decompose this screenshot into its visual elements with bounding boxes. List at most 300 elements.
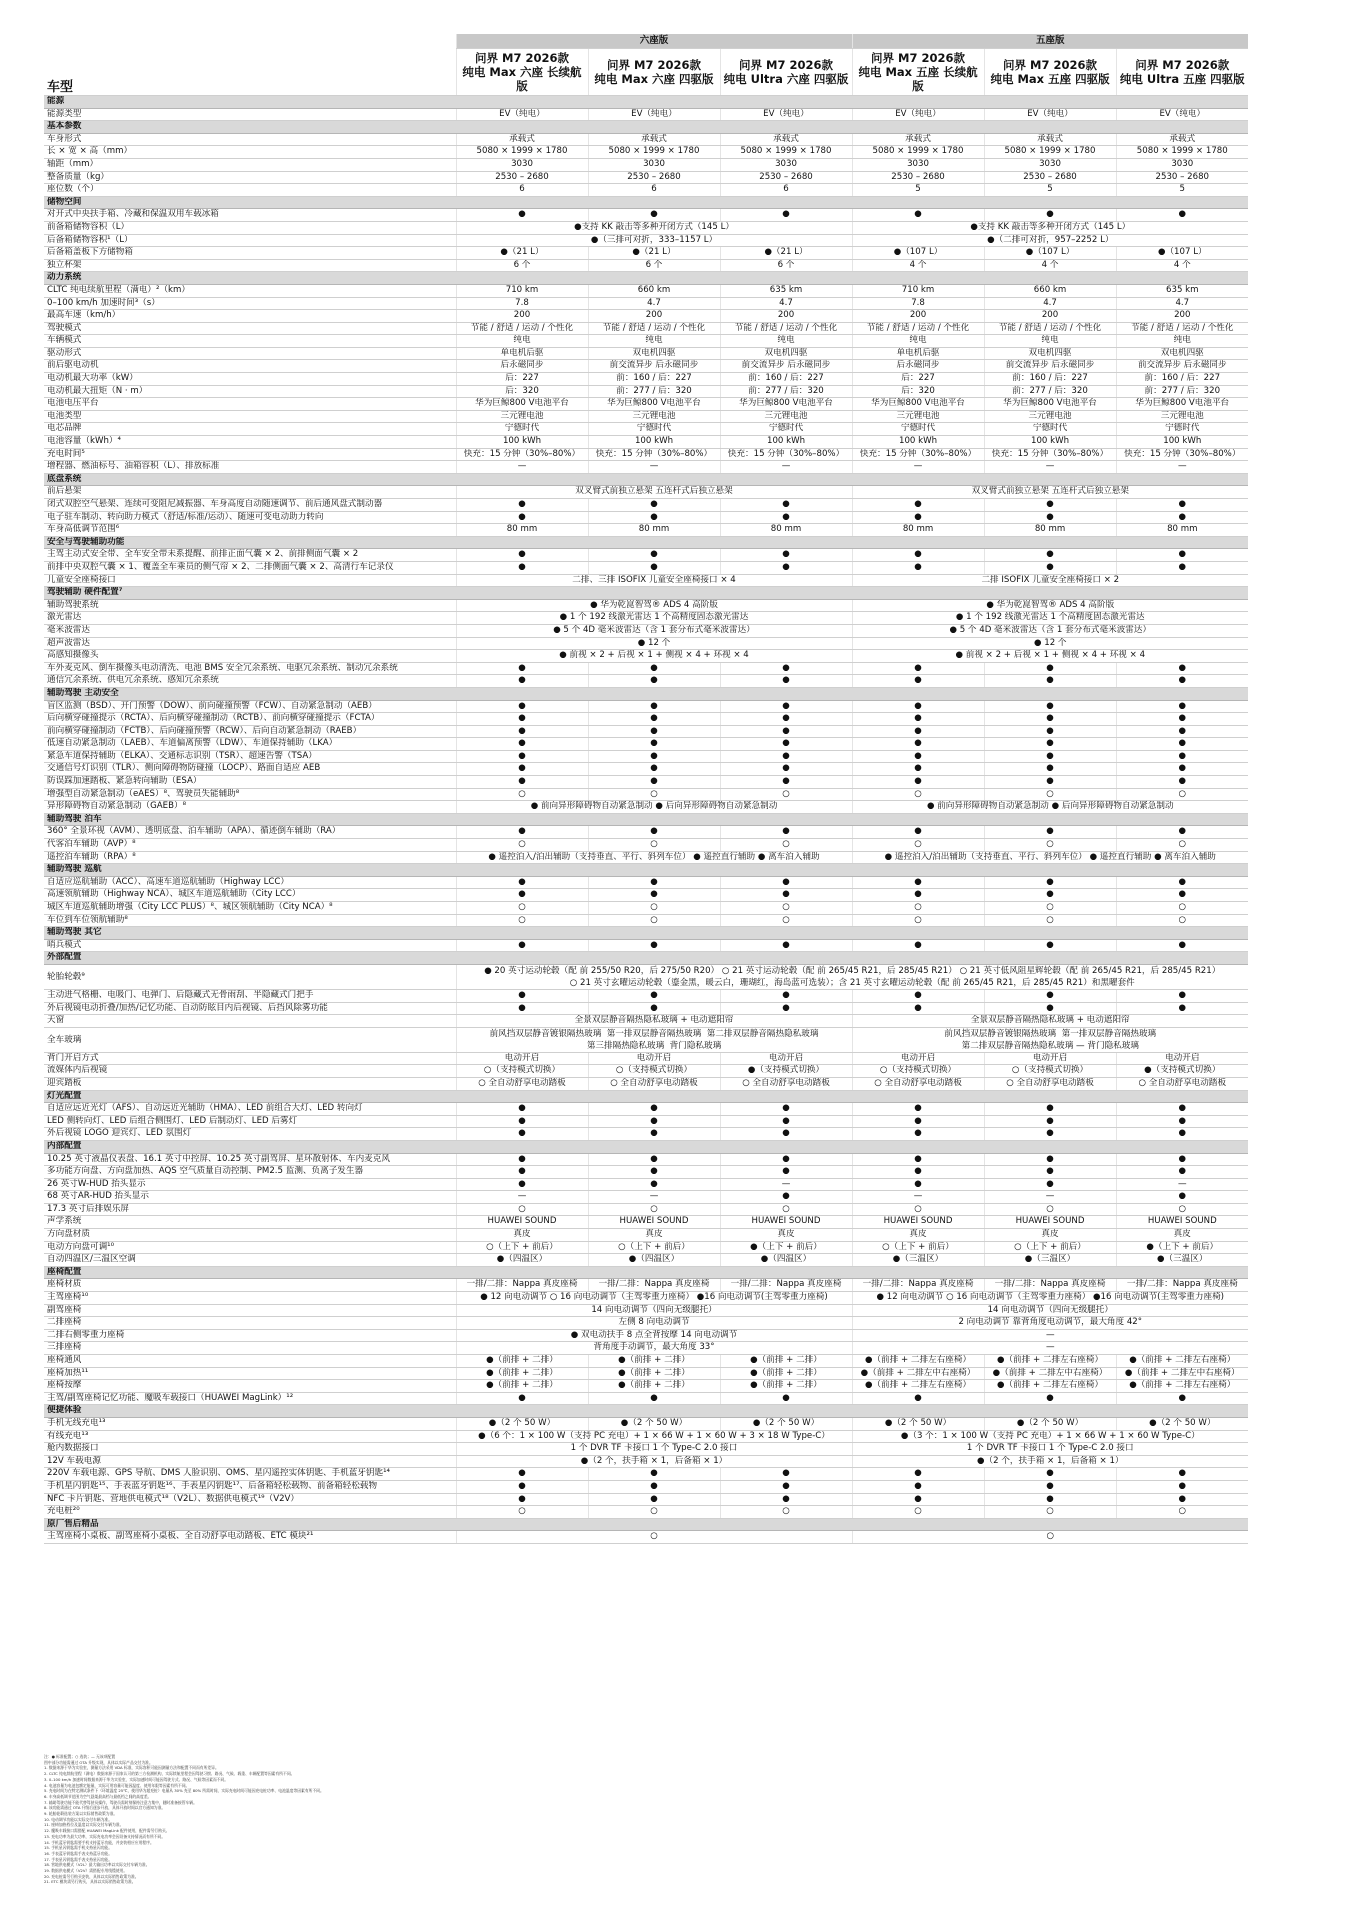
- spec-row: [44, 1355, 1248, 1368]
- spec-value-4: ●: [852, 499, 984, 512]
- spec-value-6: ●: [1116, 750, 1248, 763]
- spec-value: —: [1116, 1178, 1248, 1191]
- spec-value-5: ●: [984, 700, 1116, 713]
- spec-value: ●（前排 + 二排左右座椅）: [852, 1380, 984, 1393]
- spec-value: ○: [1116, 1203, 1248, 1216]
- spec-value-4: ●: [852, 763, 984, 776]
- spec-value: ●: [588, 1178, 720, 1191]
- spec-label: 舱内数据接口: [44, 1443, 456, 1456]
- spec-value-1: ○: [456, 914, 588, 927]
- spec-value-1: 华为巨鲸800 V电池平台: [456, 398, 588, 411]
- spec-value-5: ●: [984, 511, 1116, 524]
- spec-value-3: ●: [720, 1392, 852, 1405]
- spec-label: 电池容量（kWh）⁴: [44, 436, 456, 449]
- spec-label: 多功能方向盘、方向盘加热、AQS 空气质量自动控制、PM2.5 监测、负离子发生器: [44, 1166, 456, 1179]
- spec-label: 驾驶模式: [44, 322, 456, 335]
- spec-value-2: EV（纯电）: [588, 108, 720, 121]
- spec-label: 主驾/副驾座椅记忆功能、魔吸车载接口（HUAWEI MagLink）¹²: [44, 1392, 456, 1405]
- spec-row: [44, 259, 1248, 272]
- spec-value-4: 一排/二排：Nappa 真皮座椅: [852, 1279, 984, 1292]
- model-header-line: 问界 M7 2026款: [1135, 58, 1230, 72]
- spec-label: 高感知摄像头: [44, 650, 456, 663]
- spec-value-3: ○: [720, 839, 852, 852]
- spec-row: [44, 1065, 1248, 1078]
- spec-value-3: ●: [720, 989, 852, 1002]
- spec-value-1: ●: [456, 561, 588, 574]
- spec-value-3: ●: [720, 1128, 852, 1141]
- spec-label: 主驾主动式安全带、全车安全带未系提醒、前排正面气囊 × 2、前排侧面气囊 × 2: [44, 549, 456, 562]
- spec-value-4: ●: [852, 1493, 984, 1506]
- spec-value: 二排 ISOFIX 儿童安全座椅接口 × 2: [852, 574, 1248, 587]
- spec-value-6: 200: [1116, 310, 1248, 323]
- spec-value-4: ●: [852, 725, 984, 738]
- spec-value-2: ●: [588, 713, 720, 726]
- spec-value-6: EV（纯电）: [1116, 108, 1248, 121]
- spec-value-3: EV（纯电）: [720, 108, 852, 121]
- spec-value: ●（21 L）: [456, 247, 588, 260]
- section-header: [44, 1090, 1248, 1103]
- section-title: 座椅配置: [44, 1266, 1248, 1279]
- footnote-line: 6. 车身高低调节范围为空气悬架最高档与最低档之间的高度差。: [44, 1793, 152, 1799]
- spec-row: [44, 1191, 1248, 1204]
- spec-value-5: —: [984, 461, 1116, 474]
- spec-row: [44, 461, 1248, 474]
- spec-label: CLTC 纯电续航里程（满电）²（km）: [44, 284, 456, 297]
- spec-value-6: ●: [1116, 1493, 1248, 1506]
- spec-row: [44, 423, 1248, 436]
- spec-value-2: 200: [588, 310, 720, 323]
- spec-value-5: ●: [984, 549, 1116, 562]
- spec-value: 双电机四驱: [720, 347, 852, 360]
- spec-value-4: ●: [852, 1166, 984, 1179]
- spec-value-1: 快充：15 分钟（30%–80%）: [456, 448, 588, 461]
- spec-value: ●（107 L）: [1116, 247, 1248, 260]
- spec-label: 车身高低调节范围⁶: [44, 524, 456, 537]
- spec-value-5: ●: [984, 675, 1116, 688]
- spec-value-6: 80 mm: [1116, 524, 1248, 537]
- spec-value: ●（支持模式切换）: [720, 1065, 852, 1078]
- spec-value-6: ○ 全自动舒享电动踏板: [1116, 1077, 1248, 1090]
- spec-row: [44, 939, 1248, 952]
- spec-label: 前向横穿碰撞制动（FCTB）、后向碰撞预警（RCW）、后向自动紧急制动（RAEB）: [44, 725, 456, 738]
- spec-value: ●（21 L）: [588, 247, 720, 260]
- spec-label: 驱动形式: [44, 347, 456, 360]
- section-title: 能源: [44, 96, 1248, 109]
- footnote-line: 注：● 标准配置；○ 选装；— 无该项配置: [44, 1754, 115, 1759]
- spec-value-1: 200: [456, 310, 588, 323]
- spec-value-4: ●: [852, 1115, 984, 1128]
- spec-value-2: 承载式: [588, 133, 720, 146]
- spec-value: ●（前排 + 二排左右座椅）: [984, 1380, 1116, 1393]
- spec-value-1: ●: [456, 1166, 588, 1179]
- spec-value: ● 遥控泊入/泊出辅助（支持垂直、平行、斜列车位） ● 遥控直行辅助 ● 离车泊入辅助: [456, 851, 852, 864]
- spec-value: 7.8: [456, 297, 588, 310]
- spec-value-3: ●: [720, 561, 852, 574]
- spec-value-5: 5080 × 1999 × 1780: [984, 146, 1116, 159]
- spec-label: 车位到车位领航辅助⁸: [44, 914, 456, 927]
- spec-value-5: EV（纯电）: [984, 108, 1116, 121]
- spec-row: [44, 1430, 1248, 1443]
- spec-value-3: 真皮: [720, 1229, 852, 1242]
- spec-value: 1 个 DVR TF 卡接口 1 个 Type-C 2.0 接口: [456, 1443, 852, 1456]
- spec-label: 电动机最大扭矩（N · m）: [44, 385, 456, 398]
- group-five-seat: 五座版: [852, 34, 1248, 49]
- spec-value-1: ○: [456, 902, 588, 915]
- spec-value-2: ●: [588, 939, 720, 952]
- spec-label: 前后驱电动机: [44, 360, 456, 373]
- spec-value-2: 2530 – 2680: [588, 171, 720, 184]
- spec-value-2: ●: [588, 876, 720, 889]
- spec-label: 轮胎轮毂⁹: [44, 964, 456, 989]
- spec-value-5: ●: [984, 889, 1116, 902]
- spec-label: 自适应远近光灯（AFS）、自动远近光辅助（HMA）、LED 前组合大灯、LED 转向灯: [44, 1103, 456, 1116]
- spec-value-2: ●: [588, 1115, 720, 1128]
- spec-value-1: ●: [456, 499, 588, 512]
- spec-value-5: ●: [984, 1153, 1116, 1166]
- spec-label: 有线充电¹³: [44, 1430, 456, 1443]
- spec-value-6: 100 kWh: [1116, 436, 1248, 449]
- spec-value-2: 宁德时代: [588, 423, 720, 436]
- spec-value: ● 12 个: [852, 637, 1248, 650]
- spec-value-5: ●: [984, 939, 1116, 952]
- spec-value-3: ○: [720, 788, 852, 801]
- spec-value-3: ●: [720, 549, 852, 562]
- spec-value-2: ●: [588, 700, 720, 713]
- spec-value-3: 100 kWh: [720, 436, 852, 449]
- spec-value-5: 电动开启: [984, 1052, 1116, 1065]
- spec-label: 二排右侧零重力座椅: [44, 1329, 456, 1342]
- section-header: [44, 927, 1248, 940]
- spec-sheet: [44, 34, 1248, 1544]
- spec-value: ●（三温区）: [1116, 1254, 1248, 1267]
- spec-label: 天窗: [44, 1015, 456, 1028]
- spec-value-2: ○: [588, 1506, 720, 1519]
- model-header-line: 纯电 Ultra 六座 四驱版: [723, 72, 849, 86]
- spec-label: 车辆模式: [44, 335, 456, 348]
- spec-value-4: ●: [852, 549, 984, 562]
- spec-row: [44, 574, 1248, 587]
- spec-value-4: ●: [852, 700, 984, 713]
- spec-value-2: ●: [588, 1103, 720, 1116]
- spec-value-6: 5080 × 1999 × 1780: [1116, 146, 1248, 159]
- spec-value-2: 三元锂电池: [588, 410, 720, 423]
- footnote-line: 11. 座椅加热档位及温度以实际交付车辆为准。: [44, 1822, 124, 1828]
- footnote-line: 图中部分功能需通过 OTA 升级实现，具体以实际产品交付为准。: [44, 1759, 153, 1765]
- spec-value: 4.7: [1116, 297, 1248, 310]
- spec-label: 外后视镜 LOGO 迎宾灯、LED 氛围灯: [44, 1128, 456, 1141]
- spec-value: ●（四温区）: [720, 1254, 852, 1267]
- spec-value-1: 100 kWh: [456, 436, 588, 449]
- spec-value-1: ●: [456, 939, 588, 952]
- spec-value-4: ●: [852, 826, 984, 839]
- spec-label: 二排座椅: [44, 1317, 456, 1330]
- section-header: [44, 687, 1248, 700]
- spec-label: 座椅通风: [44, 1355, 456, 1368]
- spec-value-4: ●: [852, 939, 984, 952]
- spec-label: 背门开启方式: [44, 1052, 456, 1065]
- spec-value-2: ●: [588, 776, 720, 789]
- spec-value-5: ●: [984, 1115, 1116, 1128]
- spec-value: 4.7: [984, 297, 1116, 310]
- spec-label: 手机星闪钥匙¹⁵、手表蓝牙钥匙¹⁶、手表星闪钥匙¹⁷、后备箱轻松载物、前备箱轻松载物: [44, 1480, 456, 1493]
- spec-row: [44, 1115, 1248, 1128]
- spec-label: 流媒体内后视镜: [44, 1065, 456, 1078]
- footnote-line: 5. 充电时间为在特定测试条件下（环境温度 25℃，使用华为超充桩）电量从 30% 充至 80% 所需时间，实际充电时间可能因充电桩功率、电池温度等因素有所不同。: [44, 1788, 324, 1794]
- spec-row: [44, 989, 1248, 1002]
- spec-value-3: ●: [720, 675, 852, 688]
- spec-value-6: ●: [1116, 738, 1248, 751]
- spec-value: ●（前排 + 二排）: [456, 1367, 588, 1380]
- footnote-line: 4. 电池容量为电池包额定能量，实际可用容量可能因温度、使用年限等因素有所不同。: [44, 1782, 190, 1788]
- spec-value: 前：277 / 后：320: [1116, 385, 1248, 398]
- model-header-line: 问界 M7 2026款: [475, 51, 569, 65]
- section-title: 内部配置: [44, 1140, 1248, 1153]
- spec-label: 迎宾踏板: [44, 1077, 456, 1090]
- spec-value: 前风挡双层静音镀银隔热玻璃 第一排双层静音隔热玻璃 第二排双层静音隔热隐私玻璃 — 背门隐私玻璃: [852, 1027, 1248, 1052]
- spec-value-2: 节能 / 舒适 / 运动 / 个性化: [588, 322, 720, 335]
- spec-label: 副驾座椅: [44, 1304, 456, 1317]
- spec-value-6: 节能 / 舒适 / 运动 / 个性化: [1116, 322, 1248, 335]
- spec-label: 电子驻车制动、转向助力模式（舒适/标准/运动）、随速可变电动助力转向: [44, 511, 456, 524]
- spec-value-3: 80 mm: [720, 524, 852, 537]
- spec-row: [44, 561, 1248, 574]
- spec-value: ●（前排 + 二排）: [588, 1367, 720, 1380]
- spec-value-6: ●（2 个 50 W）: [1116, 1417, 1248, 1430]
- spec-value-5: ○: [984, 914, 1116, 927]
- spec-value-5: 3030: [984, 158, 1116, 171]
- spec-value-3: ○: [720, 914, 852, 927]
- spec-label: 座椅加热¹¹: [44, 1367, 456, 1380]
- spec-row: [44, 284, 1248, 297]
- spec-row: [44, 297, 1248, 310]
- section-header: [44, 121, 1248, 134]
- spec-value: ● 12 个: [456, 637, 852, 650]
- spec-value-5: 快充：15 分钟（30%–80%）: [984, 448, 1116, 461]
- spec-row: [44, 1443, 1248, 1456]
- spec-value: ●（前排 + 二排左右座椅）: [1116, 1380, 1248, 1393]
- spec-value: ●（2 个，扶手箱 × 1，后备箱 × 1）: [456, 1455, 852, 1468]
- spec-value-6: ●: [1116, 763, 1248, 776]
- spec-row: [44, 902, 1248, 915]
- spec-value-4: ●: [852, 889, 984, 902]
- spec-value: 5: [984, 184, 1116, 197]
- spec-value: 后：227: [456, 373, 588, 386]
- spec-row: [44, 713, 1248, 726]
- spec-value: ●（二排可对折，957–2252 L）: [852, 234, 1248, 247]
- spec-label: 充电桩²⁰: [44, 1506, 456, 1519]
- spec-value-3: ●: [720, 499, 852, 512]
- spec-value-4: ○ 全自动舒享电动踏板: [852, 1077, 984, 1090]
- spec-value-5: ●（2 个 50 W）: [984, 1417, 1116, 1430]
- spec-value-2: ●: [588, 662, 720, 675]
- spec-value-1: ●: [456, 1115, 588, 1128]
- spec-value: ●（前排 + 二排左中右座椅）: [984, 1367, 1116, 1380]
- spec-row: [44, 436, 1248, 449]
- model-header-line: 纯电 Max 五座 四驱版: [990, 72, 1110, 86]
- spec-value-5: 纯电: [984, 335, 1116, 348]
- spec-value: 7.8: [852, 297, 984, 310]
- spec-value-3: ●: [720, 1166, 852, 1179]
- spec-value: 前交流异步 后永磁同步: [588, 360, 720, 373]
- spec-value: ● 5 个 4D 毫米波雷达（含 1 套分布式毫米波雷达）: [852, 624, 1248, 637]
- footnote-line: 18. 营地供电模式（V2L）最大输出功率以实际交付车辆为准。: [44, 1862, 150, 1868]
- spec-row: [44, 1417, 1248, 1430]
- spec-value-1: ●: [456, 1480, 588, 1493]
- spec-value-6: ●: [1116, 1002, 1248, 1015]
- spec-value-1: ●: [456, 511, 588, 524]
- footnotes: [44, 1754, 1248, 1885]
- spec-value-5: ●: [984, 989, 1116, 1002]
- spec-value-3: 2530 – 2680: [720, 171, 852, 184]
- spec-value-5: ●: [984, 1493, 1116, 1506]
- spec-value: ○（支持模式切换）: [588, 1065, 720, 1078]
- spec-label: 紧急车道保持辅助（ELKA）、交通标志识别（TSR）、超速告警（TSA）: [44, 750, 456, 763]
- spec-row: [44, 158, 1248, 171]
- spec-value: —: [984, 1191, 1116, 1204]
- section-title: 原厂售后精品: [44, 1518, 1248, 1531]
- spec-value-3: ●: [720, 511, 852, 524]
- spec-value: 单电机后驱: [852, 347, 984, 360]
- footnote-line: 10. 电动调节功能以实际交付车辆为准。: [44, 1816, 112, 1822]
- section-title: 辅助驾驶 巡航: [44, 864, 1248, 877]
- spec-value: ●（3 个：1 × 100 W（支持 PC 充电）+ 1 × 66 W + 1 × 60 W Type-C）: [852, 1430, 1248, 1443]
- spec-label: 座椅材质: [44, 1279, 456, 1292]
- spec-row: [44, 650, 1248, 663]
- section-header: [44, 196, 1248, 209]
- spec-value-3: ●: [720, 1103, 852, 1116]
- spec-value-4: EV（纯电）: [852, 108, 984, 121]
- spec-value-3: ●: [720, 889, 852, 902]
- spec-row: [44, 914, 1248, 927]
- spec-value-5: ●: [984, 876, 1116, 889]
- spec-label: 前后悬架: [44, 486, 456, 499]
- spec-value-5: HUAWEI SOUND: [984, 1216, 1116, 1229]
- spec-value-3: 华为巨鲸800 V电池平台: [720, 398, 852, 411]
- spec-value: ●: [456, 1178, 588, 1191]
- spec-value-2: ●: [588, 561, 720, 574]
- spec-value: ●支持 KK 敲击等多种开闭方式（145 L）: [852, 221, 1248, 234]
- spec-value-6: HUAWEI SOUND: [1116, 1216, 1248, 1229]
- spec-value-6: ●: [1116, 725, 1248, 738]
- model-header: [588, 49, 720, 96]
- spec-label: 座位数（个）: [44, 184, 456, 197]
- spec-value-3: 5080 × 1999 × 1780: [720, 146, 852, 159]
- spec-row: [44, 410, 1248, 423]
- spec-value-4: 100 kWh: [852, 436, 984, 449]
- spec-label: 电芯品牌: [44, 423, 456, 436]
- spec-row: [44, 360, 1248, 373]
- section-header: [44, 1405, 1248, 1418]
- spec-value-6: ○: [1116, 902, 1248, 915]
- spec-label: NFC 卡片钥匙、营地供电模式¹⁸（V2L）、数据供电模式¹⁹（V2V）: [44, 1493, 456, 1506]
- spec-value-1: ●: [456, 750, 588, 763]
- spec-value-3: 三元锂电池: [720, 410, 852, 423]
- spec-value-4: ○: [852, 788, 984, 801]
- spec-value: 双电机四驱: [1116, 347, 1248, 360]
- spec-value-3: 一排/二排：Nappa 真皮座椅: [720, 1279, 852, 1292]
- spec-value: —: [456, 1191, 588, 1204]
- spec-value-6: ●: [1116, 675, 1248, 688]
- spec-value-4: ●: [852, 876, 984, 889]
- spec-value: 6 个: [720, 259, 852, 272]
- spec-label: 自动四温区/三温区空调: [44, 1254, 456, 1267]
- footnote-line: 20. 充电桩需另行购买安装，具体以实际销售政策为准。: [44, 1873, 139, 1879]
- spec-value: ○（支持模式切换）: [456, 1065, 588, 1078]
- spec-value: 双叉臂式前独立悬架 五连杆式后独立悬架: [852, 486, 1248, 499]
- spec-row: [44, 234, 1248, 247]
- spec-row: [44, 347, 1248, 360]
- spec-value-4: 2530 – 2680: [852, 171, 984, 184]
- footnote-line: 16. 手表蓝牙钥匙需手表支持蓝牙功能。: [44, 1850, 112, 1856]
- spec-value: ●（四温区）: [588, 1254, 720, 1267]
- spec-value-1: ●（2 个 50 W）: [456, 1417, 588, 1430]
- spec-value-2: ○: [588, 902, 720, 915]
- spec-value: ● 12 向电动调节 ○ 16 向电动调节（主驾零重力座椅） ●16 向电动调节(主驾零重力座椅): [456, 1292, 852, 1305]
- spec-value-5: 100 kWh: [984, 436, 1116, 449]
- spec-value-1: ●: [456, 876, 588, 889]
- spec-value-3: ●: [720, 700, 852, 713]
- spec-value-4: 3030: [852, 158, 984, 171]
- spec-value-3: ○: [720, 902, 852, 915]
- spec-value-4: 承载式: [852, 133, 984, 146]
- section-title: 辅助驾驶 主动安全: [44, 687, 1248, 700]
- spec-value-2: 电动开启: [588, 1052, 720, 1065]
- section-title: 动力系统: [44, 272, 1248, 285]
- spec-label: 全车玻璃: [44, 1027, 456, 1052]
- spec-value: 635 km: [720, 284, 852, 297]
- spec-value-2: 纯电: [588, 335, 720, 348]
- spec-row: [44, 385, 1248, 398]
- spec-value-6: ●: [1116, 700, 1248, 713]
- spec-row: [44, 637, 1248, 650]
- spec-row: [44, 373, 1248, 386]
- spec-value-5: ○: [984, 902, 1116, 915]
- spec-row: [44, 1380, 1248, 1393]
- spec-value-4: ○: [852, 839, 984, 852]
- spec-label: 12V 车载电源: [44, 1455, 456, 1468]
- spec-value: 前：160 / 后：227: [1116, 373, 1248, 386]
- spec-value: ○（上下 + 前后）: [852, 1241, 984, 1254]
- spec-label: 手机无线充电¹³: [44, 1417, 456, 1430]
- spec-value-5: 承载式: [984, 133, 1116, 146]
- spec-value-1: ●: [456, 1493, 588, 1506]
- spec-value-2: ●: [588, 1166, 720, 1179]
- spec-value-4: —: [852, 461, 984, 474]
- spec-value: ●（前排 + 二排左中右座椅）: [852, 1367, 984, 1380]
- spec-value: 5: [852, 184, 984, 197]
- spec-value: 后：320: [456, 385, 588, 398]
- spec-value-4: ●: [852, 776, 984, 789]
- spec-label: 城区车道巡航辅助增强（City LCC PLUS）⁸、城区领航辅助（City NCA）⁸: [44, 902, 456, 915]
- spec-value-1: ●: [456, 1002, 588, 1015]
- spec-value-6: ●: [1116, 1392, 1248, 1405]
- spec-value-1: ●: [456, 1153, 588, 1166]
- spec-value-3: ●: [720, 939, 852, 952]
- spec-value: 左侧 8 向电动调节: [456, 1317, 852, 1330]
- spec-value-3: ●: [720, 1493, 852, 1506]
- spec-value-4: ●: [852, 750, 984, 763]
- spec-value: ●（前排 + 二排）: [720, 1355, 852, 1368]
- spec-value: —: [852, 1329, 1248, 1342]
- spec-value-5: ●: [984, 776, 1116, 789]
- spec-value: ●（前排 + 二排左右座椅）: [852, 1355, 984, 1368]
- spec-value-3: —: [720, 461, 852, 474]
- section-header: [44, 272, 1248, 285]
- footnote-line: 12. 魔吸车载接口需搭配 HUAWEI MagLink 配件使用，配件需另行购买。: [44, 1828, 170, 1834]
- spec-value-line: ○ 21 英寸玄曜运动轮毂（鎏金黑，暖云白，珊瑚红，海岛蓝可选装）；含 21 英寸玄曜运动轮毂（配 前 265/45 R21，后 285/45 R21）和黑曜套件: [569, 977, 1135, 988]
- spec-label: 前备箱储物容积（L）: [44, 221, 456, 234]
- spec-value: ●（107 L）: [852, 247, 984, 260]
